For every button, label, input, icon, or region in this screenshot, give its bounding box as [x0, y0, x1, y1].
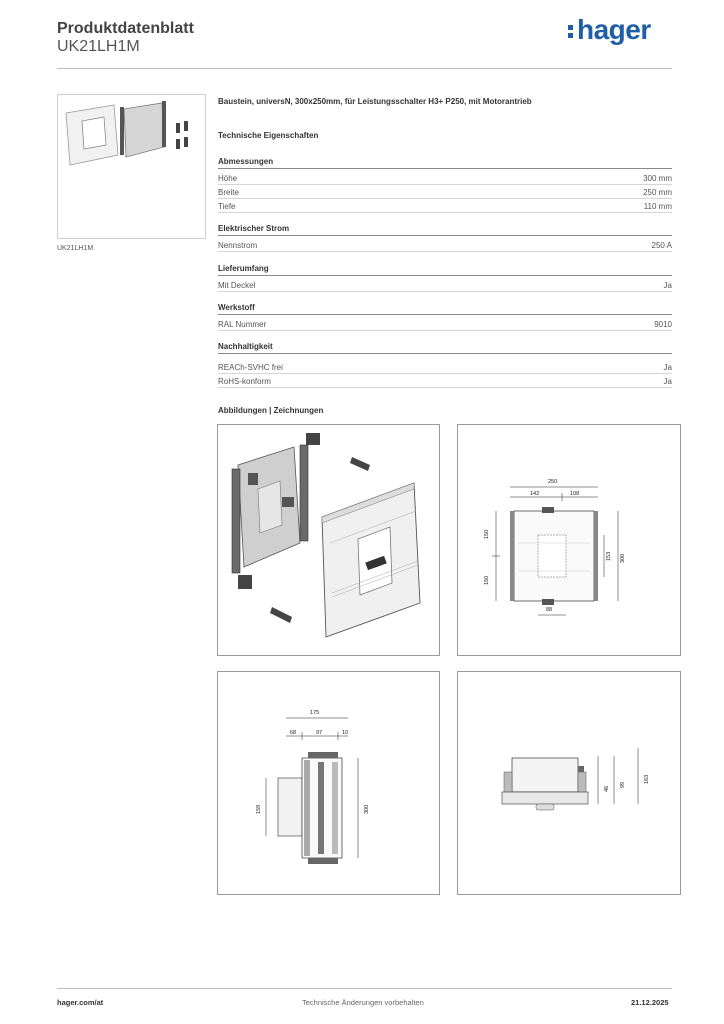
- spec-value: Ja: [663, 281, 672, 290]
- dim-side-a: 68: [290, 730, 297, 736]
- product-description: Baustein, universN, 300x250mm, für Leistungsschalter H3+ P250, mit Motorantrieb: [218, 97, 532, 106]
- spec-label: RAL Nummer: [218, 320, 267, 329]
- spec-value: 110 mm: [643, 202, 672, 211]
- spec-label: Breite: [218, 188, 239, 197]
- footer-divider: [57, 988, 672, 989]
- spec-label: Höhe: [218, 174, 238, 183]
- spec-value: 250 A: [651, 241, 672, 250]
- dim-height: 300: [620, 553, 626, 563]
- technical-properties-heading: Technische Eigenschaften: [218, 131, 319, 140]
- page-title: Produktdatenblatt: [57, 20, 194, 37]
- section-title-sustainability: Nachhaltigkeit: [218, 342, 672, 354]
- spec-row: [218, 372, 672, 388]
- dim-depth: 175: [310, 710, 320, 716]
- spec-row: [218, 315, 672, 331]
- section-title-scope: Lieferumfang: [218, 264, 672, 276]
- header-divider: [57, 68, 672, 69]
- dim-width: 250: [548, 479, 558, 485]
- spec-label: Nennstrom: [218, 241, 258, 250]
- figure-front-view: [457, 424, 681, 656]
- spec-label: Tiefe: [218, 202, 236, 211]
- dim-top-b: 99: [620, 781, 626, 788]
- product-code: UK21LH1M: [57, 38, 140, 55]
- brand-name: hager: [577, 14, 651, 45]
- dim-cutout-height: 153: [606, 551, 612, 561]
- dim-lower-height: 150: [484, 575, 490, 585]
- dim-right: 108: [570, 491, 580, 497]
- logo-dots-icon: [568, 22, 574, 41]
- product-thumbnail: [57, 94, 206, 239]
- figure-top-view: [457, 671, 681, 895]
- footer-date: 21.12.2025: [631, 998, 669, 1007]
- spec-label: REACh-SVHC frei: [218, 363, 283, 372]
- spec-row: [218, 197, 672, 213]
- dim-side-b: 97: [316, 730, 323, 736]
- spec-label: Mit Deckel: [218, 281, 256, 290]
- figures-heading: Abbildungen | Zeichnungen: [218, 406, 324, 415]
- dim-side-c: 10: [342, 730, 349, 736]
- spec-value: 250 mm: [643, 188, 672, 197]
- dim-side-height: 300: [364, 804, 370, 814]
- dim-side-inner: 159: [256, 804, 262, 814]
- dim-top-a: 163: [644, 774, 650, 784]
- spec-value: 300 mm: [643, 174, 672, 183]
- spec-value: 9010: [654, 320, 672, 329]
- spec-value: Ja: [663, 377, 672, 386]
- spec-row: [218, 236, 672, 252]
- dim-upper-height: 150: [484, 529, 490, 539]
- figure-exploded-view: [217, 424, 440, 656]
- footer-notice: Technische Änderungen vorbehalten: [302, 998, 424, 1007]
- figure-side-view: [217, 671, 440, 895]
- hager-logo: [568, 14, 651, 46]
- spec-label: RoHS-konform: [218, 377, 271, 386]
- footer-website-link[interactable]: hager.com/at: [57, 998, 104, 1007]
- dim-top-c: 46: [604, 785, 610, 792]
- spec-value: Ja: [663, 363, 672, 372]
- dim-cutout-width: 88: [546, 607, 553, 613]
- section-title-dimensions: Abmessungen: [218, 157, 672, 169]
- dim-left: 142: [530, 491, 540, 497]
- section-title-current: Elektrischer Strom: [218, 224, 672, 236]
- thumbnail-caption: UK21LH1M: [57, 245, 94, 252]
- section-title-material: Werkstoff: [218, 303, 672, 315]
- spec-row: [218, 276, 672, 292]
